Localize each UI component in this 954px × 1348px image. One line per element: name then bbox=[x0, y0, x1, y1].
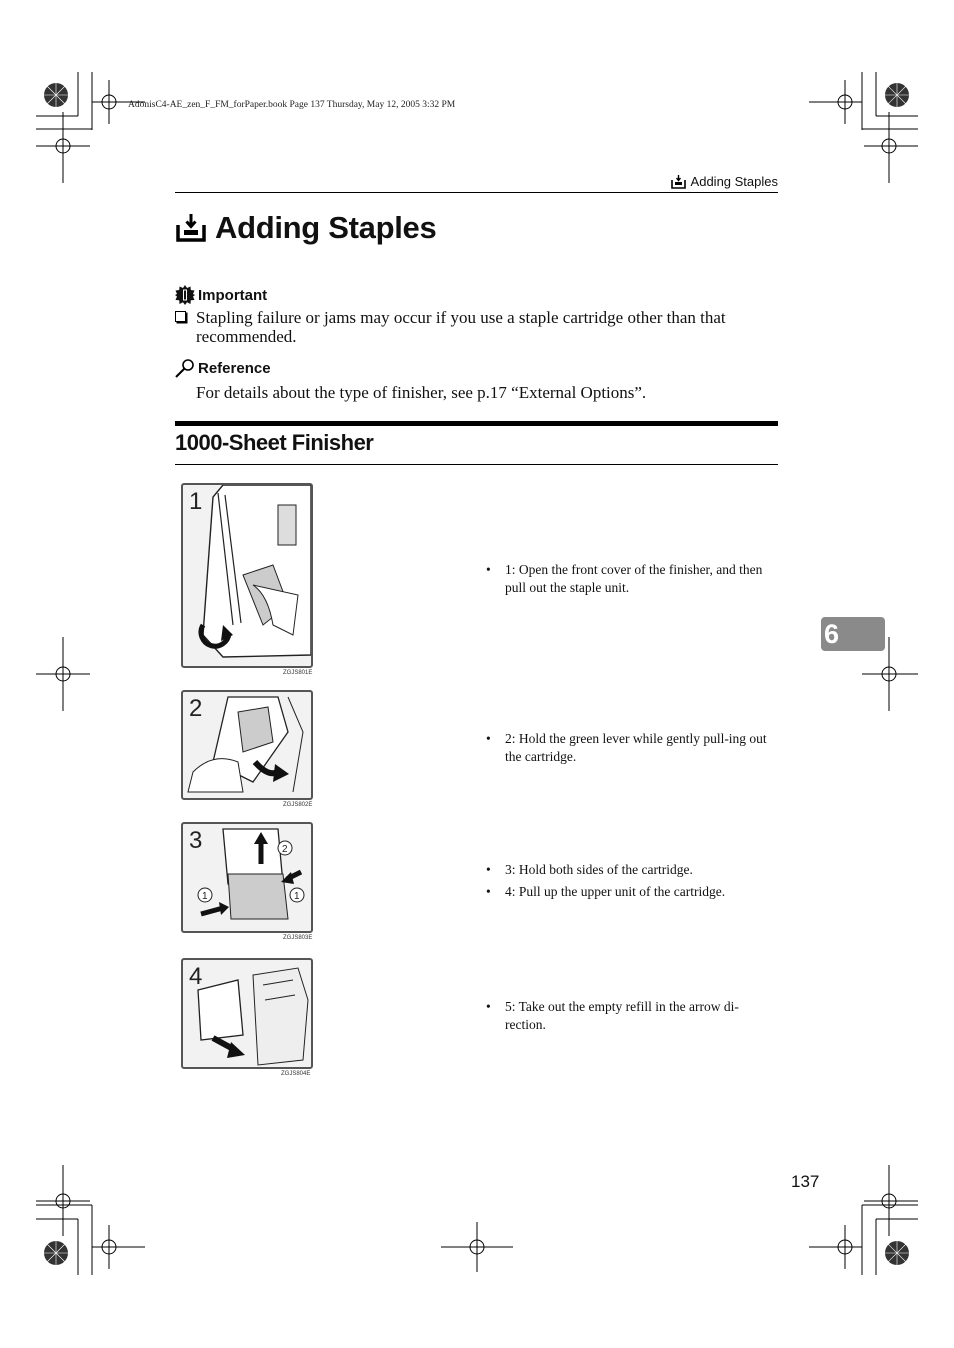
instruction-item: • 5: Take out the empty refill in the arrow di-rection. bbox=[484, 998, 776, 1033]
chapter-tab: 6 bbox=[821, 617, 885, 651]
section-rule-bottom bbox=[175, 464, 778, 465]
staple-icon bbox=[671, 175, 686, 189]
section-rule-top bbox=[175, 421, 778, 426]
important-icon bbox=[175, 285, 195, 305]
step-1-illustration bbox=[181, 483, 313, 668]
instruction-item: • 2: Hold the green lever while gently pull-ing out the cartridge. bbox=[484, 730, 776, 765]
instruction-item: • 1: Open the front cover of the finisher, and then pull out the staple unit. bbox=[484, 561, 776, 596]
step-4-instructions bbox=[484, 998, 776, 1037]
staple-icon bbox=[175, 213, 207, 243]
checkbox-icon bbox=[175, 311, 186, 322]
page-number: 137 bbox=[791, 1172, 820, 1191]
step-3-code: ZGJS803E bbox=[283, 935, 313, 941]
magnifier-icon bbox=[175, 358, 195, 378]
section-title: 1000-Sheet Finisher bbox=[175, 430, 374, 455]
running-head-text: Adding Staples bbox=[690, 174, 778, 189]
callout-1-right: 1 bbox=[294, 891, 300, 902]
step-3-instructions bbox=[484, 861, 776, 904]
important-heading-text: Important bbox=[198, 286, 268, 304]
callout-1-left: 1 bbox=[202, 891, 208, 902]
important-heading bbox=[175, 285, 267, 305]
step-number: 3 bbox=[189, 827, 203, 854]
step-2-illustration bbox=[181, 690, 313, 800]
page-title-text: Adding Staples bbox=[215, 210, 437, 245]
step-1-instructions bbox=[484, 561, 776, 600]
step-2-code: ZGJS802E bbox=[283, 802, 313, 808]
step-number: 2 bbox=[189, 695, 203, 722]
reference-heading bbox=[175, 358, 271, 378]
step-number: 4 bbox=[189, 963, 203, 990]
page-title bbox=[175, 210, 436, 246]
reference-heading-text: Reference bbox=[198, 359, 271, 377]
running-head bbox=[671, 174, 778, 189]
important-item bbox=[175, 308, 780, 346]
step-3-illustration bbox=[181, 822, 313, 933]
reference-text: For details about the type of finisher, see p.17 “External Options”. bbox=[196, 383, 647, 402]
instruction-item: • 3: Hold both sides of the cartridge. bbox=[484, 861, 776, 879]
header-rule bbox=[175, 192, 778, 193]
print-info: AdonisC4-AE_zen_F_FM_forPaper.book Page 137 Thursday, May 12, 2005 3:32 PM bbox=[128, 100, 456, 110]
step-4-illustration bbox=[181, 958, 313, 1069]
step-1-code: ZGJS801E bbox=[283, 670, 313, 676]
step-2-instructions bbox=[484, 730, 776, 769]
callout-2: 2 bbox=[282, 844, 288, 855]
instruction-item: • 4: Pull up the upper unit of the cartridge. bbox=[484, 883, 776, 901]
important-item-text: Stapling failure or jams may occur if you use a staple cartridge other than that recommended. bbox=[196, 308, 726, 346]
step-4-code: ZGJS804E bbox=[281, 1071, 311, 1077]
step-number: 1 bbox=[189, 488, 203, 515]
